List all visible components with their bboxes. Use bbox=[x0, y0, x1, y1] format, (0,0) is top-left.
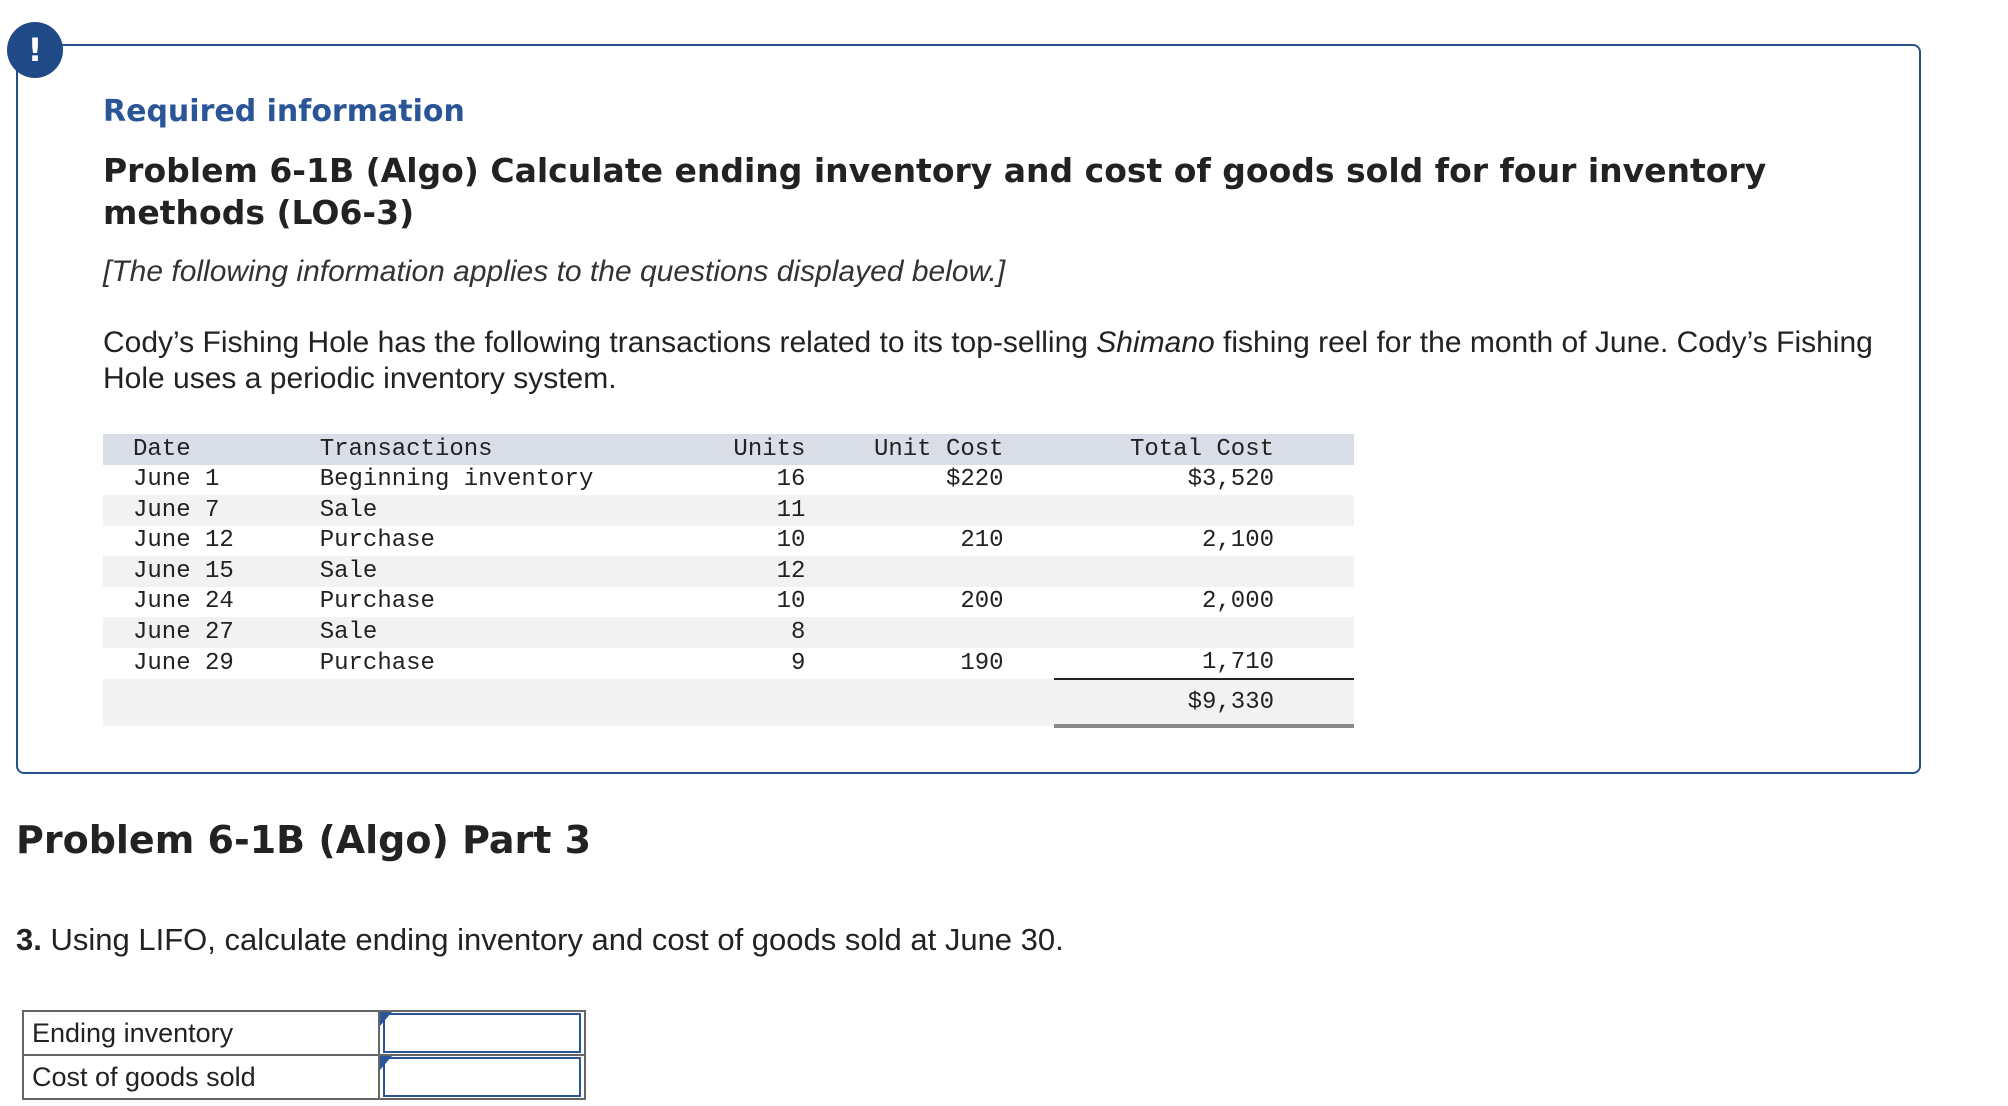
cell-units: 11 bbox=[776, 496, 806, 524]
cell-empty bbox=[320, 679, 706, 726]
required-information-heading: Required information bbox=[103, 94, 465, 129]
cogs-input[interactable] bbox=[383, 1057, 581, 1097]
cell-unit-cost bbox=[830, 556, 1053, 587]
cell-units: 9 bbox=[791, 649, 806, 677]
answer-row-cogs bbox=[23, 1055, 585, 1099]
cell-date: June 7 bbox=[133, 496, 220, 524]
cell-total-cost bbox=[1054, 617, 1354, 648]
table-row bbox=[103, 465, 1354, 496]
applies-note: [The following information applies to the questions displayed below.] bbox=[103, 255, 1006, 288]
table-row bbox=[103, 648, 1354, 680]
table-row bbox=[103, 617, 1354, 648]
ending-inventory-cell bbox=[379, 1011, 585, 1055]
cell-units: 10 bbox=[776, 527, 806, 555]
cell-total-cost: 2,100 bbox=[1201, 527, 1274, 555]
question-number: 3. bbox=[16, 922, 42, 957]
cell-transaction: Purchase bbox=[319, 588, 435, 616]
cell-total-cost: $3,520 bbox=[1187, 466, 1274, 494]
cell-unit-cost bbox=[830, 617, 1053, 648]
transactions-table bbox=[103, 434, 1354, 728]
answer-table bbox=[22, 1010, 586, 1100]
cell-date: June 24 bbox=[133, 588, 234, 616]
cell-transaction: Purchase bbox=[319, 649, 435, 677]
cell-unit-cost: 200 bbox=[960, 588, 1004, 616]
cell-total-cost: 2,000 bbox=[1201, 588, 1274, 616]
table-row bbox=[103, 495, 1354, 526]
cell-date: June 29 bbox=[133, 649, 234, 677]
part-title: Problem 6-1B (Algo) Part 3 bbox=[16, 818, 592, 862]
cogs-cell bbox=[379, 1055, 585, 1099]
table-header-row bbox=[103, 434, 1354, 465]
ending-inventory-input[interactable] bbox=[383, 1013, 581, 1053]
header-units: Units bbox=[733, 435, 806, 463]
question-body: Using LIFO, calculate ending inventory and cost of goods sold at June 30. bbox=[41, 922, 1064, 957]
cell-units: 16 bbox=[776, 466, 806, 494]
input-marker-icon bbox=[380, 1056, 392, 1070]
cell-empty bbox=[103, 679, 320, 726]
cell-transaction: Purchase bbox=[319, 527, 435, 555]
intro-text-part1: Cody’s Fishing Hole has the following transactions related to its top-selling bbox=[103, 326, 1097, 359]
answer-row-ending-inventory bbox=[23, 1011, 585, 1055]
intro-text-part2: fishing reel for the month of June. Cody’s Fishing Hole uses a periodic inventory system. bbox=[103, 326, 1873, 395]
cell-transaction: Sale bbox=[319, 618, 378, 646]
ending-inventory-label: Ending inventory bbox=[23, 1011, 379, 1055]
cell-date: June 27 bbox=[133, 618, 234, 646]
cell-transaction: Sale bbox=[319, 496, 378, 524]
cell-empty bbox=[706, 679, 830, 726]
table-row bbox=[103, 526, 1354, 557]
cell-transaction: Beginning inventory bbox=[319, 466, 594, 494]
cell-date: June 15 bbox=[133, 557, 234, 585]
grand-total-cost: $9,330 bbox=[1054, 679, 1354, 726]
cell-date: June 1 bbox=[133, 466, 220, 494]
cell-unit-cost: 190 bbox=[960, 649, 1004, 677]
header-transactions: Transactions bbox=[319, 435, 493, 463]
table-row bbox=[103, 587, 1354, 618]
required-info-alert-icon: ! bbox=[7, 22, 63, 78]
question-text bbox=[16, 922, 1064, 958]
intro-brand-name: Shimano bbox=[1096, 326, 1215, 359]
cell-total-cost: 1,710 bbox=[1054, 648, 1354, 680]
cell-total-cost bbox=[1054, 556, 1354, 587]
cell-transaction: Sale bbox=[319, 557, 378, 585]
table-row bbox=[103, 556, 1354, 587]
header-date: Date bbox=[133, 435, 191, 463]
cell-unit-cost bbox=[830, 495, 1053, 526]
cell-units: 8 bbox=[791, 618, 806, 646]
cogs-label: Cost of goods sold bbox=[23, 1055, 379, 1099]
problem-title: Problem 6-1B (Algo) Calculate ending inventory and cost of goods sold for four inventory methods (LO6-3) bbox=[103, 151, 1767, 232]
cell-empty bbox=[830, 679, 1053, 726]
cell-total-cost bbox=[1054, 495, 1354, 526]
cell-date: June 12 bbox=[133, 527, 234, 555]
cell-unit-cost: 210 bbox=[960, 527, 1004, 555]
problem-intro bbox=[103, 325, 1883, 397]
table-total-row bbox=[103, 679, 1354, 726]
cell-units: 12 bbox=[776, 557, 806, 585]
cell-units: 10 bbox=[776, 588, 806, 616]
input-marker-icon bbox=[380, 1012, 392, 1026]
header-total-cost: Total Cost bbox=[1129, 435, 1274, 463]
header-unit-cost: Unit Cost bbox=[873, 435, 1004, 463]
cell-unit-cost: $220 bbox=[945, 466, 1004, 494]
